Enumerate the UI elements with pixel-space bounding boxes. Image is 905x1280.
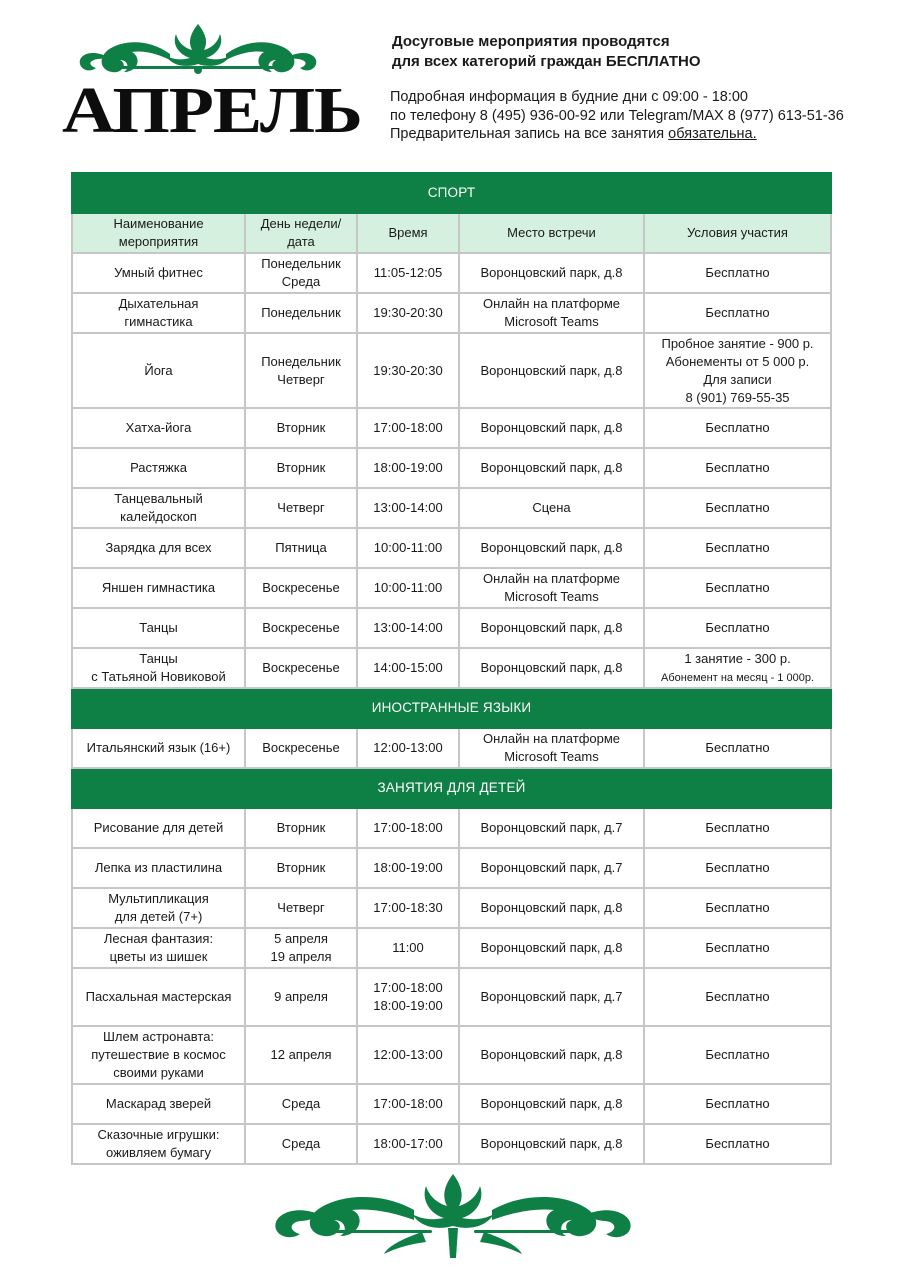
cell-text: Воронцовский парк, д.8 (480, 1047, 623, 1062)
cell-name (72, 1026, 245, 1084)
cell-text: Вторник (276, 860, 326, 875)
cell-text: Воронцовский парк, д.8 (480, 265, 623, 280)
cell-name (72, 1084, 245, 1124)
cell-text: Бесплатно (705, 860, 770, 875)
cell-text: Воронцовский парк, д.8 (480, 900, 623, 915)
cell-time (357, 928, 459, 968)
table-row (72, 1124, 831, 1164)
cell-text: 12:00-13:00 (373, 740, 443, 755)
info-registration-emphasis: обязательна. (668, 126, 757, 142)
schedule-table (71, 172, 832, 1165)
cell-text: Бесплатно (705, 580, 770, 595)
section-title: ИНОСТРАННЫЕ ЯЗЫКИ (72, 688, 831, 728)
cell-day (245, 528, 357, 568)
cell-place (459, 1124, 644, 1164)
cell-text: Воронцовский парк, д.8 (480, 460, 623, 475)
cell-text: Воскресенье (262, 620, 340, 635)
cell-place (459, 1026, 644, 1084)
cell-day (245, 568, 357, 608)
cell-text: Бесплатно (705, 1047, 770, 1062)
info-registration (390, 125, 844, 144)
cell-text: Понедельник Четверг (261, 353, 341, 387)
cell-place (459, 1084, 644, 1124)
cell-conditions (644, 728, 831, 768)
cell-name (72, 728, 245, 768)
table-row (72, 808, 831, 848)
cell-text: Воскресенье (262, 660, 340, 675)
section-title: ЗАНЯТИЯ ДЛЯ ДЕТЕЙ (72, 768, 831, 808)
section-header (72, 768, 831, 808)
cell-text: 19:30-20:30 (373, 362, 443, 378)
cell-time (357, 1084, 459, 1124)
cell-time (357, 648, 459, 688)
cell-name (72, 608, 245, 648)
cell-text: Бесплатно (705, 265, 770, 280)
cell-text: Итальянский язык (16+) (86, 740, 231, 755)
subscription-note: Абонемент на месяц - 1 000р. (661, 671, 814, 684)
cell-time (357, 728, 459, 768)
cell-place (459, 968, 644, 1026)
cell-text: 12:00-13:00 (373, 1047, 443, 1062)
cell-text: Танцевальный калейдоскоп (114, 491, 203, 524)
cell-conditions (644, 1084, 831, 1124)
column-header-day: День недели/ дата (245, 213, 357, 253)
cell-text: 11:00 (392, 940, 424, 955)
cell-text: Бесплатно (705, 460, 770, 475)
cell-time (357, 408, 459, 448)
cell-time (357, 848, 459, 888)
cell-name (72, 568, 245, 608)
cell-day (245, 1026, 357, 1084)
cell-place (459, 253, 644, 293)
cell-text: Воронцовский парк, д.8 (480, 1096, 623, 1111)
cell-conditions (644, 608, 831, 648)
cell-text: Пасхальная мастерская (85, 989, 232, 1004)
cell-text: Воскресенье (262, 580, 340, 595)
cell-text: Воронцовский парк, д.8 (480, 420, 623, 435)
cell-day (245, 848, 357, 888)
cell-place (459, 293, 644, 333)
cell-time (357, 1026, 459, 1084)
cell-name (72, 928, 245, 968)
cell-text: Воронцовский парк, д.7 (480, 820, 623, 835)
cell-name (72, 888, 245, 928)
cell-text: Воронцовский парк, д.7 (480, 989, 623, 1004)
cell-time (357, 253, 459, 293)
column-header-place: Место встречи (459, 213, 644, 253)
cell-day (245, 648, 357, 688)
cell-text: Йога (144, 362, 173, 378)
cell-text: Лепка из пластилина (94, 860, 223, 875)
floral-ornament-icon (78, 20, 318, 78)
cell-text: Маскарад зверей (105, 1096, 212, 1111)
cell-day (245, 888, 357, 928)
cell-conditions (644, 253, 831, 293)
table-row (72, 528, 831, 568)
cell-text: Танцы с Татьяной Новиковой (91, 651, 226, 684)
cell-name (72, 293, 245, 333)
cell-text: 18:00-17:00 (373, 1136, 443, 1151)
cell-time (357, 528, 459, 568)
cell-text: 17:00-18:30 (373, 900, 443, 915)
cell-conditions (644, 448, 831, 488)
cell-time (357, 1124, 459, 1164)
cell-day (245, 1084, 357, 1124)
cell-day (245, 253, 357, 293)
table-row (72, 568, 831, 608)
cell-time (357, 568, 459, 608)
table-row (72, 253, 831, 293)
cell-place (459, 408, 644, 448)
column-header-row (72, 213, 831, 253)
cell-conditions (644, 888, 831, 928)
table-row (72, 848, 831, 888)
cell-place (459, 448, 644, 488)
notice-line-2: для всех категорий граждан БЕСПЛАТНО (392, 53, 701, 70)
cell-text: 9 апреля (274, 989, 328, 1004)
cell-conditions (644, 568, 831, 608)
cell-text: Воскресенье (262, 740, 340, 755)
table-row (72, 968, 831, 1026)
cell-day (245, 408, 357, 448)
cell-text: Хатха-йога (125, 420, 192, 435)
cell-conditions (644, 1026, 831, 1084)
table-row (72, 1084, 831, 1124)
cell-conditions (644, 808, 831, 848)
cell-place (459, 488, 644, 528)
cell-place (459, 848, 644, 888)
cell-text: Пробное занятие - 900 р. Абонементы от 5 000 р. Для записи 8 (901) 769-55-35 (661, 335, 814, 405)
cell-text: Среда (281, 1136, 321, 1151)
cell-text: Растяжка (130, 460, 187, 475)
table-row (72, 408, 831, 448)
cell-text: Шлем астронавта: путешествие в космос своими руками (91, 1029, 226, 1080)
table-row (72, 333, 831, 408)
cell-text: Воронцовский парк, д.8 (480, 540, 623, 555)
cell-text: Бесплатно (705, 900, 770, 915)
table-row (72, 648, 831, 688)
table-row (72, 928, 831, 968)
cell-text: 14:00-15:00 (373, 660, 443, 675)
cell-text: Онлайн на платформе Microsoft Teams (482, 731, 621, 764)
cell-text: 17:00-18:00 (373, 820, 443, 835)
cell-text: Мультипликация для детей (7+) (108, 891, 209, 924)
cell-time (357, 968, 459, 1026)
cell-text: Бесплатно (705, 1096, 770, 1111)
cell-conditions (644, 293, 831, 333)
cell-place (459, 728, 644, 768)
cell-day (245, 488, 357, 528)
cell-text: Лесная фантазия: цветы из шишек (103, 931, 214, 964)
cell-text: 17:00-18:00 18:00-19:00 (373, 980, 443, 1013)
cell-text: 5 апреля 19 апреля (270, 931, 332, 964)
cell-text: Бесплатно (705, 540, 770, 555)
cell-place (459, 608, 644, 648)
cell-text: Бесплатно (705, 1136, 770, 1151)
table-row (72, 888, 831, 928)
cell-text: Понедельник (261, 305, 341, 320)
cell-text: Дыхательная гимнастика (118, 296, 199, 329)
cell-text: Вторник (276, 420, 326, 435)
cell-text: Понедельник Среда (261, 256, 341, 289)
cell-day (245, 728, 357, 768)
cell-time (357, 448, 459, 488)
cell-text: Четверг (277, 900, 325, 915)
cell-name (72, 488, 245, 528)
cell-text: 17:00-18:00 (373, 420, 443, 435)
cell-text: 1 занятие - 300 р. (684, 650, 791, 666)
cell-name (72, 528, 245, 568)
cell-text: Зарядка для всех (105, 540, 212, 555)
cell-conditions (644, 408, 831, 448)
cell-text: Сцена (532, 500, 571, 515)
cell-text: Вторник (276, 460, 326, 475)
cell-text: Воронцовский парк, д.8 (480, 660, 623, 675)
contact-info (390, 88, 844, 144)
cell-place (459, 568, 644, 608)
month-title: АПРЕЛЬ (62, 74, 362, 147)
cell-day (245, 968, 357, 1026)
cell-text: Бесплатно (705, 740, 770, 755)
cell-text: Воронцовский парк, д.8 (480, 620, 623, 635)
cell-text: 18:00-19:00 (373, 860, 443, 875)
cell-text: Онлайн на платформе Microsoft Teams (482, 296, 621, 329)
notice-line-1: Досуговые мероприятия проводятся (392, 33, 670, 50)
table-row (72, 293, 831, 333)
cell-text: Умный фитнес (114, 265, 203, 280)
cell-text: Среда (281, 1096, 321, 1111)
cell-text: 12 апреля (270, 1047, 332, 1062)
free-events-notice (392, 32, 701, 72)
cell-name (72, 808, 245, 848)
cell-time (357, 808, 459, 848)
info-phones: по телефону 8 (495) 936-00-92 или Telegram/MAX 8 (977) 613-51-36 (390, 107, 844, 124)
cell-day (245, 448, 357, 488)
cell-text: Сказочные игрушки: оживляем бумагу (97, 1127, 220, 1160)
column-header-name: Наименование мероприятия (72, 213, 245, 253)
cell-text: Бесплатно (705, 940, 770, 955)
cell-text: 17:00-18:00 (373, 1096, 443, 1111)
cell-place (459, 333, 644, 408)
cell-text: 10:00-11:00 (373, 580, 443, 595)
cell-text: 13:00-14:00 (373, 620, 443, 635)
cell-conditions (644, 928, 831, 968)
cell-text: Воронцовский парк, д.8 (480, 940, 623, 955)
cell-conditions (644, 528, 831, 568)
cell-text: Рисование для детей (93, 820, 224, 835)
table-row (72, 1026, 831, 1084)
cell-name (72, 448, 245, 488)
cell-place (459, 888, 644, 928)
cell-text: 10:00-11:00 (373, 540, 443, 555)
cell-time (357, 293, 459, 333)
section-title: СПОРТ (72, 173, 831, 213)
cell-day (245, 333, 357, 408)
cell-name (72, 848, 245, 888)
cell-name (72, 968, 245, 1026)
table-row (72, 608, 831, 648)
cell-day (245, 808, 357, 848)
table-row (72, 488, 831, 528)
section-header (72, 688, 831, 728)
column-header-time: Время (357, 213, 459, 253)
cell-conditions (644, 333, 831, 408)
cell-name (72, 1124, 245, 1164)
cell-time (357, 333, 459, 408)
cell-conditions (644, 848, 831, 888)
cell-text: Четверг (277, 500, 325, 515)
cell-text: Онлайн на платформе Microsoft Teams (482, 571, 621, 604)
cell-text: Бесплатно (705, 420, 770, 435)
cell-place (459, 528, 644, 568)
cell-text: Вторник (276, 820, 326, 835)
cell-conditions (644, 488, 831, 528)
table-row (72, 448, 831, 488)
cell-text: Бесплатно (705, 989, 770, 1004)
cell-conditions (644, 968, 831, 1026)
cell-text: 18:00-19:00 (373, 460, 443, 475)
cell-text: Воронцовский парк, д.8 (480, 362, 623, 378)
column-header-conditions: Условия участия (644, 213, 831, 253)
cell-text: 13:00-14:00 (373, 500, 443, 515)
cell-time (357, 888, 459, 928)
cell-time (357, 608, 459, 648)
cell-text: Бесплатно (705, 500, 770, 515)
cell-place (459, 648, 644, 688)
cell-day (245, 293, 357, 333)
cell-text: Бесплатно (705, 305, 770, 320)
cell-day (245, 928, 357, 968)
cell-conditions (644, 648, 831, 688)
cell-name (72, 333, 245, 408)
info-hours: Подробная информация в будние дни с 09:00 - 18:00 (390, 89, 748, 105)
cell-text: 19:30-20:30 (373, 305, 443, 320)
cell-day (245, 1124, 357, 1164)
cell-name (72, 408, 245, 448)
cell-text: Танцы (139, 620, 178, 635)
cell-text: Воронцовский парк, д.7 (480, 860, 623, 875)
section-header (72, 173, 831, 213)
cell-text: Бесплатно (705, 820, 770, 835)
cell-place (459, 808, 644, 848)
cell-place (459, 928, 644, 968)
floral-ornament-icon (272, 1172, 634, 1260)
cell-text: Воронцовский парк, д.8 (480, 1136, 623, 1151)
cell-name (72, 648, 245, 688)
cell-text: 11:05-12:05 (373, 265, 443, 280)
cell-name (72, 253, 245, 293)
table-row (72, 728, 831, 768)
cell-text: Пятница (275, 540, 327, 555)
cell-text: Бесплатно (705, 620, 770, 635)
cell-day (245, 608, 357, 648)
cell-conditions (644, 1124, 831, 1164)
cell-time (357, 488, 459, 528)
info-registration-text: Предварительная запись на все занятия (390, 126, 669, 142)
cell-text: Яншен гимнастика (101, 580, 216, 595)
